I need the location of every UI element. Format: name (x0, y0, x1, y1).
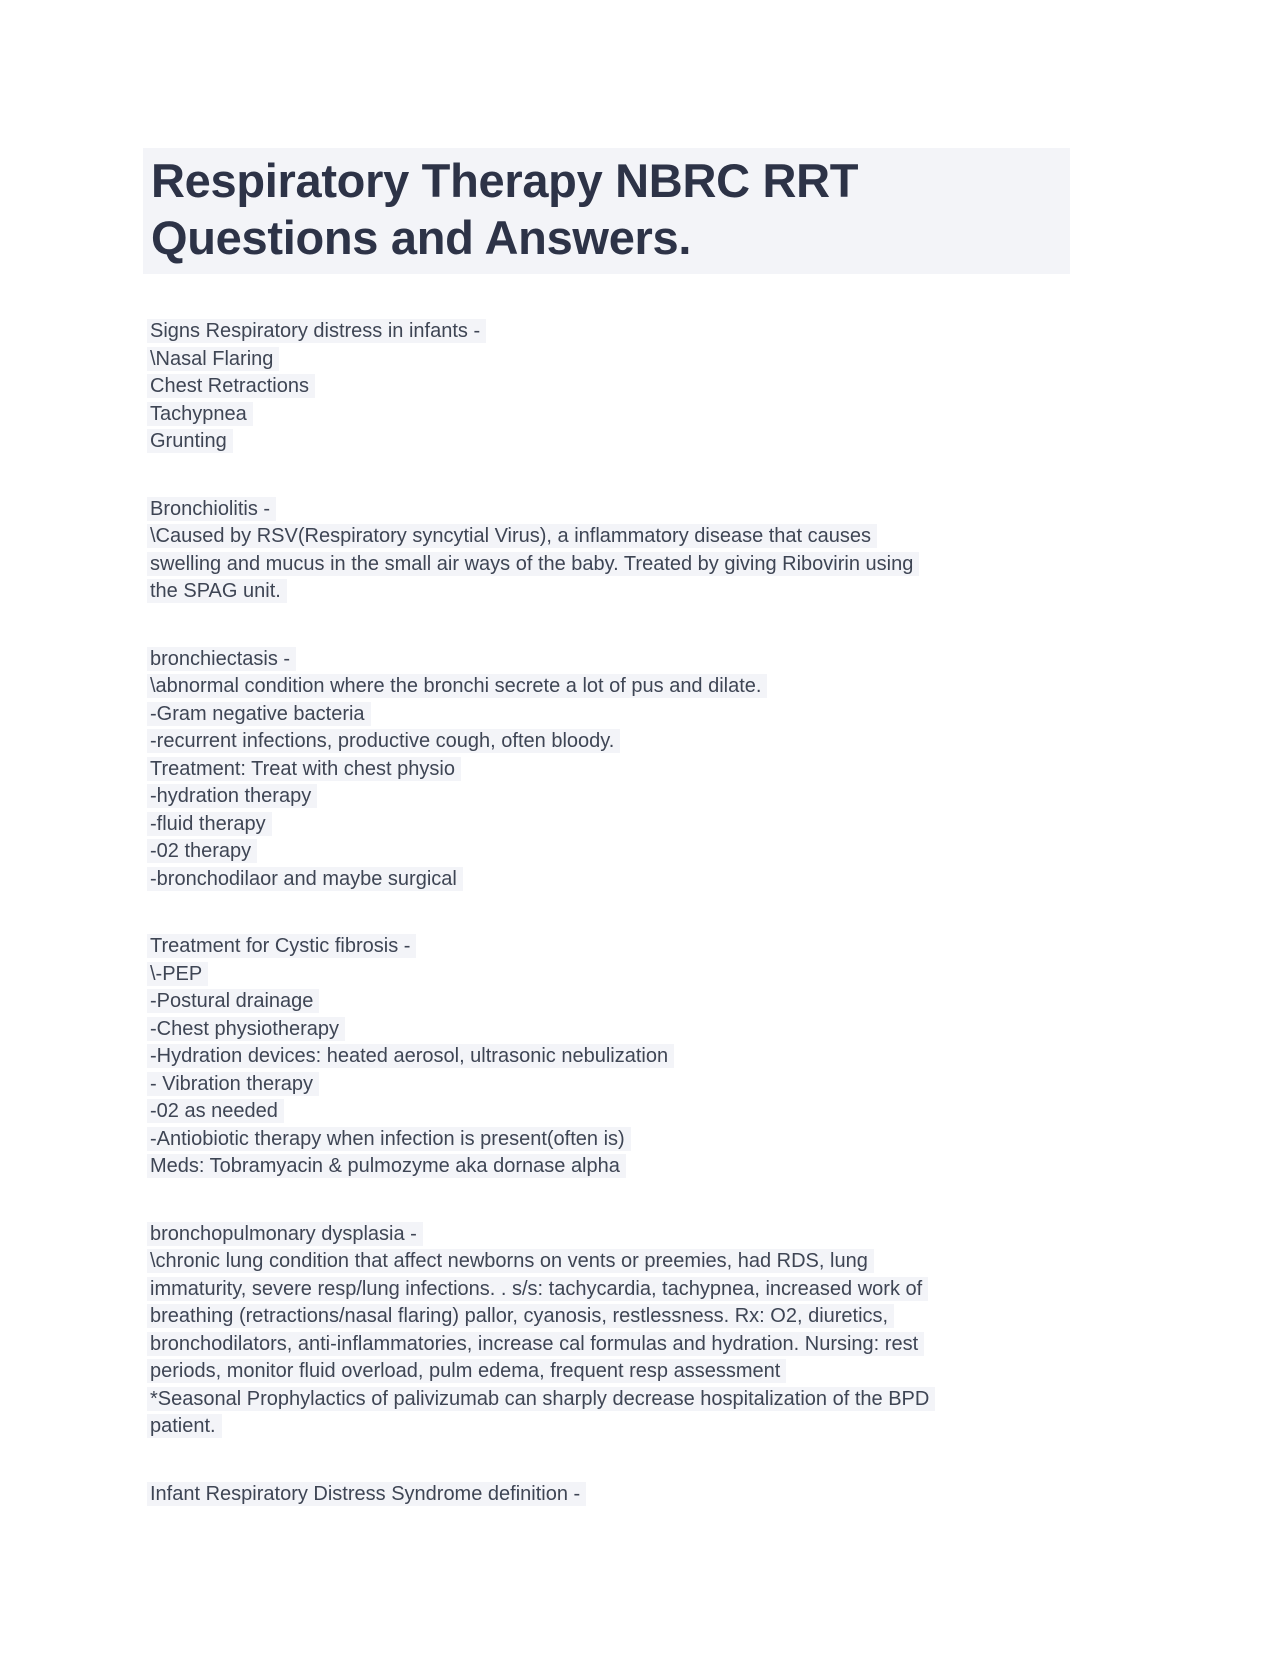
text-line: -fluid therapy (147, 812, 272, 836)
title-line: Respiratory Therapy NBRC RRT (151, 154, 859, 207)
document-body (147, 318, 1170, 1508)
text-line: immaturity, severe resp/lung infections. . s/s: tachycardia, tachypnea, increased work of (147, 1277, 928, 1301)
text-line: bronchopulmonary dysplasia - (147, 1222, 423, 1246)
text-line: periods, monitor fluid overload, pulm edema, frequent resp assessment (147, 1359, 786, 1383)
text-line: -Postural drainage (147, 989, 319, 1013)
text-line: -Gram negative bacteria (147, 702, 371, 726)
paragraph (147, 1221, 1074, 1441)
paragraph (147, 1481, 1074, 1509)
text-line: bronchodilators, anti-inflammatories, increase cal formulas and hydration. Nursing: rest (147, 1332, 924, 1356)
paragraph (147, 496, 1074, 606)
text-line: \-PEP (147, 962, 208, 986)
text-line: breathing (retractions/nasal flaring) pallor, cyanosis, restlessness. Rx: O2, diuretics, (147, 1304, 894, 1328)
text-line: - Vibration therapy (147, 1072, 319, 1096)
text-line: -02 as needed (147, 1099, 284, 1123)
text-line: -Antiobiotic therapy when infection is present(often is) (147, 1127, 631, 1151)
text-line: Tachypnea (147, 402, 253, 426)
document-title (143, 148, 1070, 274)
paragraph (147, 646, 1074, 894)
text-line: \Caused by RSV(Respiratory syncytial Virus), a inflammatory disease that causes (147, 524, 877, 548)
text-line: -Chest physiotherapy (147, 1017, 345, 1041)
text-line: \abnormal condition where the bronchi secrete a lot of pus and dilate. (147, 674, 767, 698)
text-line: bronchiectasis - (147, 647, 296, 671)
text-line: Treatment for Cystic fibrosis - (147, 934, 416, 958)
title-line: Questions and Answers. (151, 211, 692, 264)
text-line: patient. (147, 1414, 222, 1438)
text-line: swelling and mucus in the small air ways of the baby. Treated by giving Ribovirin using (147, 552, 919, 576)
text-line: -Hydration devices: heated aerosol, ultrasonic nebulization (147, 1044, 674, 1068)
text-line: -recurrent infections, productive cough, often bloody. (147, 729, 620, 753)
text-line: Grunting (147, 429, 233, 453)
text-line: Chest Retractions (147, 374, 315, 398)
text-line: \Nasal Flaring (147, 347, 279, 371)
text-line: Infant Respiratory Distress Syndrome definition - (147, 1482, 586, 1506)
text-line: \chronic lung condition that affect newborns on vents or preemies, had RDS, lung (147, 1249, 874, 1273)
text-line: -02 therapy (147, 839, 257, 863)
text-line: Treatment: Treat with chest physio (147, 757, 461, 781)
paragraph (147, 933, 1074, 1181)
text-line: Bronchiolitis - (147, 497, 276, 521)
text-line: Meds: Tobramyacin & pulmozyme aka dornase alpha (147, 1154, 626, 1178)
text-line: the SPAG unit. (147, 579, 287, 603)
text-line: -hydration therapy (147, 784, 317, 808)
text-line: Signs Respiratory distress in infants - (147, 319, 486, 343)
paragraph (147, 318, 1074, 456)
text-line: *Seasonal Prophylactics of palivizumab can sharply decrease hospitalization of the BPD (147, 1387, 935, 1411)
text-line: -bronchodilaor and maybe surgical (147, 867, 463, 891)
